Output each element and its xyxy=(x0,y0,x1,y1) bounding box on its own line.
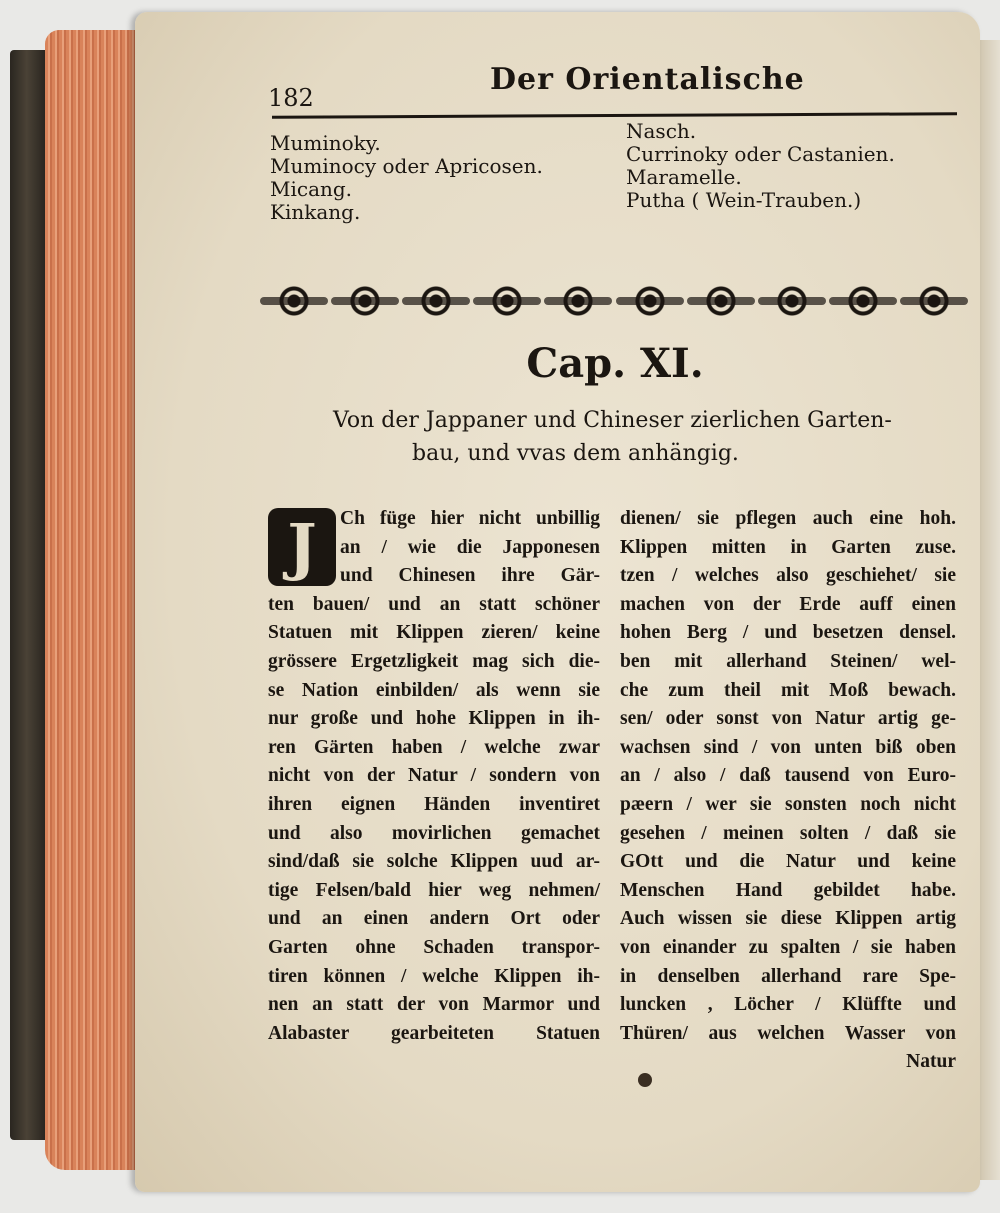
fruit-list-left xyxy=(270,132,543,224)
text-line: hohen Berg / und besetzen densel. xyxy=(620,622,956,644)
text-line: sen/ oder sonst von Natur artig ge- xyxy=(620,708,956,730)
chapter-title: Cap. XI. xyxy=(526,340,704,387)
ornament-icon xyxy=(839,279,887,323)
text-line: ben mit allerhand Steinen/ wel- xyxy=(620,650,956,672)
body-right-column xyxy=(620,505,956,1077)
chapter-subtitle-line1: Von der Jappaner und Chineser zierlichen Garten- xyxy=(333,408,892,433)
text-line: wachsen sind / von unten biß oben xyxy=(620,736,956,758)
ornament-icon xyxy=(412,279,460,323)
text-line: tzen / welches also geschiehet/ sie xyxy=(620,565,956,587)
facing-page-edge xyxy=(978,40,1000,1180)
text-line: machen von der Erde auff einen xyxy=(620,593,956,615)
text-line: sind/daß sie solche Klippen uud ar- xyxy=(268,851,600,873)
text-line: Ch füge hier nicht unbillig xyxy=(340,508,600,529)
text-line: von einander zu spalten / sie haben xyxy=(620,936,956,958)
ink-spot xyxy=(638,1073,652,1087)
ornament-icon xyxy=(910,279,958,323)
text-line: Alabaster gearbeiteten Statuen xyxy=(268,1022,600,1044)
body-left-column xyxy=(268,505,600,1048)
list-item: Nasch. xyxy=(626,119,697,143)
text-line: nicht von der Natur / sondern von xyxy=(268,765,600,787)
text-line: ihren eignen Händen inventiret xyxy=(268,793,600,815)
list-item: Kinkang. xyxy=(270,200,361,224)
text-line: che zum theil mit Moß bewach. xyxy=(620,679,956,701)
text-line: und an einen andern Ort oder xyxy=(268,908,600,930)
ornamental-border xyxy=(270,272,958,330)
ornament-icon xyxy=(554,279,602,323)
text-line: tiren können / welche Klippen ih- xyxy=(268,965,600,987)
text-line: nen an statt der von Marmor und xyxy=(268,994,600,1016)
text-line: se Nation einbilden/ als wenn sie xyxy=(268,679,600,701)
text-line: in denselben allerhand rare Spe- xyxy=(620,965,956,987)
drop-cap: J xyxy=(268,508,336,586)
text-line: ten bauen/ und an statt schöner xyxy=(268,593,600,615)
text-line: ren Gärten haben / welche zwar xyxy=(268,736,600,758)
ornament-icon xyxy=(483,279,531,323)
ornament-icon xyxy=(697,279,745,323)
list-item: Micang. xyxy=(270,177,353,201)
text-line: pæern / wer sie sonsten noch nicht xyxy=(620,793,956,815)
list-item: Muminocy oder Apricosen. xyxy=(270,154,543,178)
text-line: Auch wissen sie diese Klippen artig xyxy=(620,908,956,930)
list-item: Putha ( Wein-Trauben.) xyxy=(626,188,862,212)
text-line: dienen/ sie pflegen auch eine hoh. xyxy=(620,508,956,529)
text-line: und also movirlichen gemachet xyxy=(268,822,600,844)
text-line: nur große und hohe Klippen in ih- xyxy=(268,708,600,730)
text-line: Garten ohne Schaden transpor- xyxy=(268,936,600,958)
page-number: 182 xyxy=(268,84,314,112)
text-line: Menschen Hand gebildet habe. xyxy=(620,879,956,901)
text-line: Thüren/ aus welchen Wasser von xyxy=(620,1022,956,1044)
running-title: Der Orientalische xyxy=(490,62,805,97)
ornament-icon xyxy=(768,279,816,323)
ornament-icon xyxy=(341,279,389,323)
ornament-icon xyxy=(270,279,318,323)
text-line: Statuen mit Klippen zieren/ keine xyxy=(268,622,600,644)
ornament-icon xyxy=(626,279,674,323)
text-line: tige Felsen/bald hier weg nehmen/ xyxy=(268,879,600,901)
chapter-subtitle-line2: bau, und vvas dem anhängig. xyxy=(412,441,739,466)
text-line: luncken , Löcher / Klüffte und xyxy=(620,994,956,1016)
text-line: an / wie die Japponesen xyxy=(340,536,600,558)
text-line: Klippen mitten in Garten zuse. xyxy=(620,536,956,558)
list-item: Maramelle. xyxy=(626,165,742,189)
text-line: an / also / daß tausend von Euro- xyxy=(620,765,956,787)
fruit-list-right xyxy=(626,120,895,212)
list-item: Muminoky. xyxy=(270,131,381,155)
text-line: gesehen / meinen solten / daß sie xyxy=(620,822,956,844)
text-line: GOtt und die Natur und keine xyxy=(620,851,956,873)
list-item: Currinoky oder Castanien. xyxy=(626,142,895,166)
text-line: und Chinesen ihre Gär- xyxy=(340,565,600,587)
catchword: Natur xyxy=(906,1051,956,1073)
text-line: grössere Ergetzligkeit mag sich die- xyxy=(268,650,600,672)
